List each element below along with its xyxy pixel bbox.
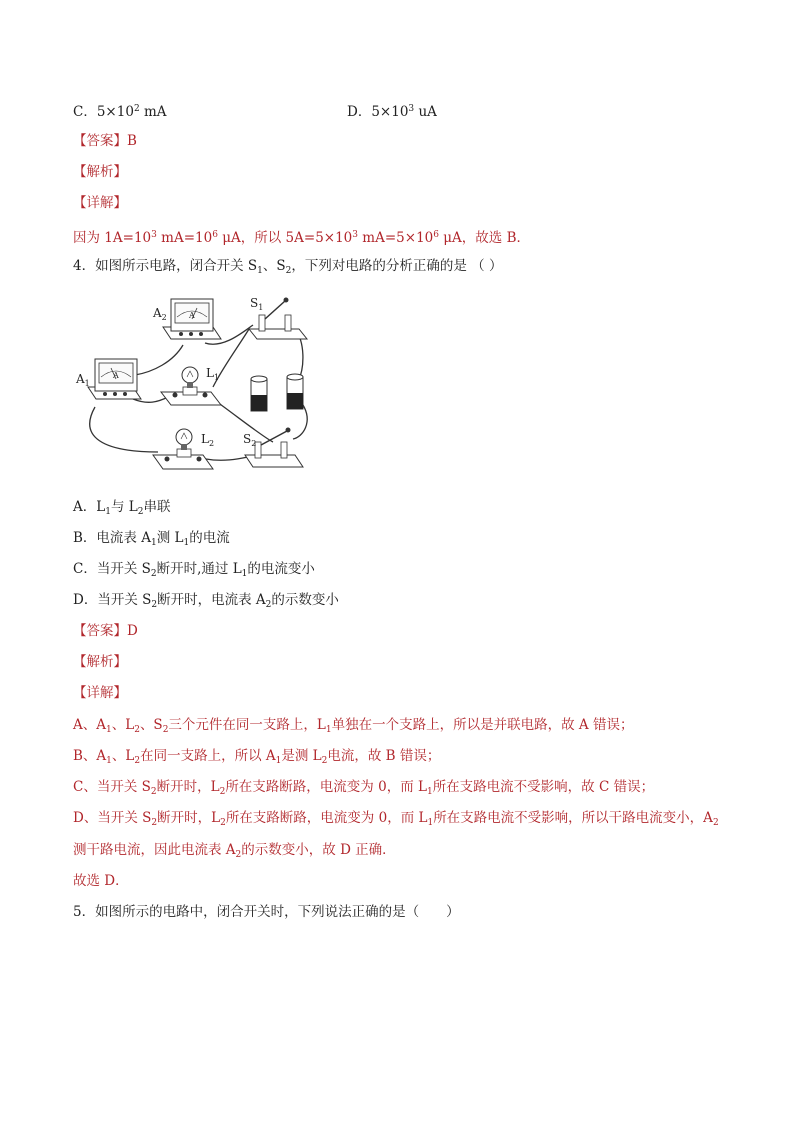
q3-option-d: D．$5\times 10^3$ uA xyxy=(347,104,437,120)
q4-option-a: A．$L_1$与 $L_2$串联 xyxy=(73,499,171,517)
battery-right xyxy=(287,374,303,409)
q4-detail-tag: 【详解】 xyxy=(73,685,127,701)
q4-stem: 4．如图所示电路，闭合开关 $S_1$、$S_2$，下列对电路的分析正确的是 （ ） xyxy=(73,258,503,276)
battery-left xyxy=(251,376,267,411)
wire-a2-a1 xyxy=(135,345,183,375)
q3-detail-text: 因为 $1A=10^3$ $mA=10^6$ μA，所以 $5A=5\times 10^3$ $mA=5\times 10^6$ μA，故选 B． xyxy=(73,230,531,246)
q4-detail-d-cont: 测干路电流，因此电流表 $A_2$的示数变小，故 D 正确． xyxy=(73,842,396,860)
q4-detail-a: A、$A_1$、$L_2$、$S_2$三个元件在同一支路上，$L_1$单独在一个支路上，所以是并联电路，故 A 错误； xyxy=(73,717,634,735)
wire-battery-s2 xyxy=(293,405,307,439)
q4-detail-c: C、当开关 $S_2$断开时，$L_2$所在支路断路，电流变为 0，而 $L_1$所在支路电流不受影响，故 C 错误； xyxy=(73,779,655,797)
label-a2: $A_2$ xyxy=(153,306,167,322)
circuit-figure xyxy=(73,287,323,480)
q4-option-d: D．当开关 $S_2$断开时，电流表 $A_2$的示数变小 xyxy=(73,592,339,610)
q3-detail-tag: 【详解】 xyxy=(73,195,127,211)
q5-stem: 5．如图所示的电路中，闭合开关时，下列说法正确的是（ ） xyxy=(73,904,460,920)
label-s1: $S_1$ xyxy=(250,296,264,312)
wire-l2-s2 xyxy=(206,457,248,460)
label-a1: $A_1$ xyxy=(76,372,90,388)
q4-detail-b: B、$A_1$、$L_2$在同一支路上，所以 $A_1$是测 $L_2$电流，故 B 错误； xyxy=(73,748,441,766)
ammeter-a1 xyxy=(88,359,141,399)
q4-analysis-tag: 【解析】 xyxy=(73,654,127,670)
label-l2: $L_2$ xyxy=(201,432,215,448)
q3-answer: 【答案】B xyxy=(73,133,137,149)
q4-conclusion: 故选 D． xyxy=(73,873,129,889)
label-s2: $S_2$ xyxy=(243,432,257,448)
q4-detail-d: D、当开关 $S_2$断开时，$L_2$所在支路断路，电流变为 0，而 $L_1$所在支路电流不受影响，所以干路电流变小，$A_2$ xyxy=(73,810,719,828)
meter-a2-glyph: A xyxy=(189,311,195,320)
wire-a1-l2 xyxy=(90,407,158,452)
q4-answer: 【答案】D xyxy=(73,623,138,639)
q3-analysis-tag: 【解析】 xyxy=(73,164,127,180)
meter-a1-glyph: A xyxy=(113,371,119,380)
label-l1: $L_1$ xyxy=(206,366,220,382)
q3-option-c: C．$5\times 10^2$ mA xyxy=(73,104,167,120)
q4-option-b: B．电流表 $A_1$测 $L_1$的电流 xyxy=(73,530,230,548)
ammeter-a2 xyxy=(163,299,221,339)
q4-option-c: C．当开关 $S_2$断开时,通过 $L_1$的电流变小 xyxy=(73,561,315,579)
